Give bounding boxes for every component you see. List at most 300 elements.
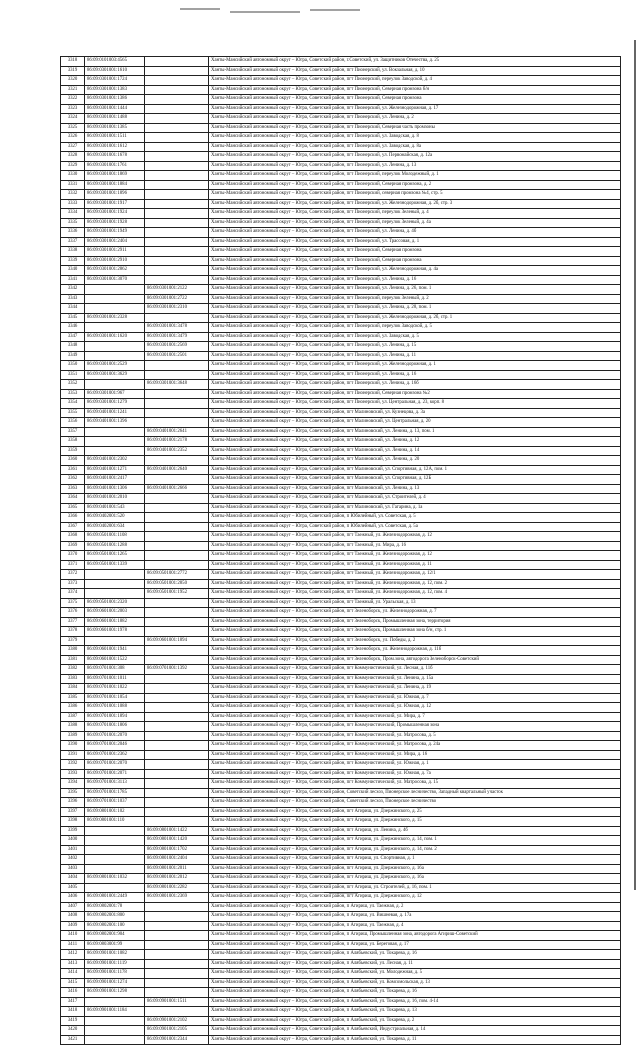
cadastral-number-cell: 86:09:0701001:1806	[85, 722, 145, 732]
parent-cadastral-number-cell: 86:09:0401001:2641	[145, 427, 209, 437]
row-number-cell: 3328	[61, 152, 85, 162]
parent-cadastral-number-cell	[145, 123, 209, 133]
address-cell: Ханты-Мансийский автономный округ – Югра, Советский район, пгт Зеленоборск, ул. Железнодорожная, д. 7	[209, 608, 621, 618]
cadastral-number-cell: 86:09:0802001:100	[85, 921, 145, 931]
table-row	[61, 570, 621, 580]
address-cell: Ханты-Мансийский автономный округ – Югра, Советский район, пгт Агириш, ул. Дзержинского, д. 15	[209, 817, 621, 827]
parent-cadastral-number-cell	[145, 617, 209, 627]
row-number-cell: 3361	[61, 465, 85, 475]
parent-cadastral-number-cell	[145, 114, 209, 124]
parent-cadastral-number-cell: 86:09:0401001:2352	[145, 446, 209, 456]
address-cell: Ханты-Мансийский автономный округ – Югра, Советский район, пгт Коммунистический, ул. Матросова, д. 24а	[209, 741, 621, 751]
cadastral-number-cell: 86:09:0402001:520	[85, 513, 145, 523]
table-row	[61, 608, 621, 618]
row-number-cell: 3358	[61, 437, 85, 447]
cadastral-number-cell: 86:09:0301001:1488	[85, 114, 145, 124]
address-cell: Ханты-Мансийский автономный округ – Югра, Советский район, пгт Малиновский, ул. Гагарина, д. 1а	[209, 503, 621, 513]
row-number-cell: 3330	[61, 171, 85, 181]
row-number-cell: 3345	[61, 313, 85, 323]
parent-cadastral-number-cell	[145, 475, 209, 485]
cadastral-number-cell: 86:09:0802001:800	[85, 912, 145, 922]
parent-cadastral-number-cell	[145, 741, 209, 751]
address-cell: Ханты-Мансийский автономный округ – Югра, Советский район, пгт Агириш, ул. Дзержинского, д. 16а	[209, 874, 621, 884]
parent-cadastral-number-cell: 86:09:0301001:2501	[145, 351, 209, 361]
parent-cadastral-number-cell	[145, 171, 209, 181]
table-row	[61, 769, 621, 779]
address-cell: Ханты-Мансийский автономный округ – Югра, Советский район, пгт Коммунистический, ул. Лесная, д. 11б	[209, 665, 621, 675]
cadastral-number-cell	[85, 1016, 145, 1026]
table-row	[61, 665, 621, 675]
cadastral-number-cell: 86:09:0501001:1339	[85, 560, 145, 570]
cadastral-number-cell: 86:09:0501001:1265	[85, 551, 145, 561]
table-row	[61, 636, 621, 646]
address-cell: Ханты-Мансийский автономный округ – Югра, Советский район, п Алябьевский, ул. Токарева, д. 16	[209, 950, 621, 960]
scan-edge-shadow	[634, 40, 636, 890]
cadastral-number-cell: 86:09:0701001:2362	[85, 750, 145, 760]
table-row	[61, 836, 621, 846]
table-row	[61, 484, 621, 494]
cadastral-number-cell: 86:09:0301001:1444	[85, 104, 145, 114]
cadastral-number-cell: 86:09:0801001:1032	[85, 874, 145, 884]
parent-cadastral-number-cell: 86:09:0501001:2850	[145, 579, 209, 589]
cadastral-number-cell: 86:09:0401001:1271	[85, 465, 145, 475]
row-number-cell: 3352	[61, 380, 85, 390]
parent-cadastral-number-cell	[145, 228, 209, 238]
table-row	[61, 399, 621, 409]
cadastral-number-cell	[85, 351, 145, 361]
row-number-cell: 3360	[61, 456, 85, 466]
table-row	[61, 171, 621, 181]
cadastral-number-cell: 86:09:0501001:2320	[85, 598, 145, 608]
cadastral-number-cell: 86:09:0301001:1386	[85, 95, 145, 105]
parent-cadastral-number-cell	[145, 551, 209, 561]
table-row	[61, 750, 621, 760]
cadastral-number-cell: 86:09:0301001:1928	[85, 218, 145, 228]
cadastral-number-cell: 86:09:0401001:2302	[85, 456, 145, 466]
row-number-cell: 3339	[61, 256, 85, 266]
cadastral-number-cell: 86:09:0301001:1884	[85, 180, 145, 190]
table-row	[61, 988, 621, 998]
row-number-cell: 3323	[61, 104, 85, 114]
cadastral-number-cell	[85, 836, 145, 846]
cadastral-number-cell: 86:09:0601001:2003	[85, 608, 145, 618]
address-cell: Ханты-Мансийский автономный округ – Югра, Советский район, пгт Коммунистический, Промышленная зона	[209, 722, 621, 732]
address-cell: Ханты-Мансийский автономный округ – Югра, Советский район, пгт Зеленоборск, Промышленная зона б/н, стр. 1	[209, 627, 621, 637]
table-row	[61, 228, 621, 238]
cadastral-number-cell	[85, 826, 145, 836]
row-number-cell: 3362	[61, 475, 85, 485]
cadastral-number-cell: 86:09:0601001:1941	[85, 646, 145, 656]
table-row	[61, 247, 621, 257]
cadastral-number-cell: 86:09:0901001:1119	[85, 959, 145, 969]
address-cell: Ханты-Мансийский автономный округ – Югра, Советский район, пгт Пионерский, ул. Ленина, д. 28, пом. 1	[209, 304, 621, 314]
cadastral-number-cell	[85, 589, 145, 599]
row-number-cell: 3399	[61, 826, 85, 836]
address-cell: Ханты-Мансийский автономный округ – Югра, Советский район, пгт Пионерский, ул. Ленина, д. 15	[209, 342, 621, 352]
parent-cadastral-number-cell	[145, 1007, 209, 1017]
parent-cadastral-number-cell: 86:09:0901001:2102	[145, 1016, 209, 1026]
scan-artifact-bottom	[300, 890, 360, 896]
address-cell: Ханты-Мансийский автономный округ – Югра, Советский район, пгт Коммунистический, ул. Ленина, д. 15а	[209, 674, 621, 684]
table-row	[61, 57, 621, 67]
parent-cadastral-number-cell: 86:09:0801001:1702	[145, 845, 209, 855]
parent-cadastral-number-cell	[145, 370, 209, 380]
cadastral-number-cell: 86:09:0801001:102	[85, 807, 145, 817]
row-number-cell: 3388	[61, 722, 85, 732]
table-row	[61, 418, 621, 428]
cadastral-number-cell: 86:09:0301001:1896	[85, 190, 145, 200]
row-number-cell: 3414	[61, 969, 85, 979]
address-cell: Ханты-Мансийский автономный округ – Югра, Советский район, п Алябьевский, ул. Токарева, д. 16	[209, 988, 621, 998]
parent-cadastral-number-cell: 86:09:0301001:2122	[145, 285, 209, 295]
cadastral-number-cell	[85, 636, 145, 646]
table-row	[61, 351, 621, 361]
row-number-cell: 3320	[61, 76, 85, 86]
parent-cadastral-number-cell	[145, 66, 209, 76]
address-cell: Ханты-Мансийский автономный округ – Югра, Советский район, пгт Пионерский, переулок Молодежный, д. 1	[209, 171, 621, 181]
row-number-cell: 3381	[61, 655, 85, 665]
table-row	[61, 1026, 621, 1036]
parent-cadastral-number-cell	[145, 237, 209, 247]
row-number-cell: 3393	[61, 769, 85, 779]
cadastral-number-cell: 86:09:0301001:1612	[85, 142, 145, 152]
row-number-cell: 3371	[61, 560, 85, 570]
cadastral-number-cell	[85, 446, 145, 456]
cadastral-number-cell: 86:09:0301001:1761	[85, 161, 145, 171]
cadastral-number-cell: 86:09:0701001:1054	[85, 693, 145, 703]
row-number-cell: 3410	[61, 931, 85, 941]
row-number-cell: 3368	[61, 532, 85, 542]
table-row	[61, 446, 621, 456]
address-cell: Ханты-Мансийский автономный округ – Югра, Советский район, пгт Таежный, ул. Железнодорожная, д. 11	[209, 560, 621, 570]
row-number-cell: 3395	[61, 788, 85, 798]
row-number-cell: 3337	[61, 237, 85, 247]
parent-cadastral-number-cell	[145, 722, 209, 732]
scan-artifact-top	[170, 6, 390, 16]
address-cell: Ханты-Мансийский автономный округ – Югра, Советский район, п Юбилейный, ул. Советская, д. 5а	[209, 522, 621, 532]
address-cell: Ханты-Мансийский автономный округ – Югра, Советский район, п Алябьевский, ул. Токарева, д. 2	[209, 1016, 621, 1026]
address-cell: Ханты-Мансийский автономный округ – Югра, Советский район, п Алябьевский, ул. Токарева, д. 13	[209, 1007, 621, 1017]
address-cell: Ханты-Мансийский автономный округ – Югра, Советский район, пгт Пионерский, ул. Ленина, д. 16	[209, 275, 621, 285]
address-cell: Ханты-Мансийский автономный округ – Югра, Советский район, п Алябьевский, ул. Токарева, д. 11	[209, 1035, 621, 1045]
table-row	[61, 332, 621, 342]
table-row	[61, 522, 621, 532]
address-cell: Ханты-Мансийский автономный округ – Югра, Советский район, п Алябьевский, Индустриальная, д. 14	[209, 1026, 621, 1036]
row-number-cell: 3365	[61, 503, 85, 513]
address-cell: Ханты-Мансийский автономный округ – Югра, Советский район, пгт Агириш, ул. Ленина, д. 4б	[209, 826, 621, 836]
table-row	[61, 1016, 621, 1026]
cadastral-number-cell: 86:09:0701001:1785	[85, 788, 145, 798]
cadastral-number-cell	[85, 427, 145, 437]
table-row	[61, 237, 621, 247]
address-cell: Ханты-Мансийский автономный округ – Югра, Советский район, пгт Малиновский, ул. Спортивная, д. 12А, пом. 1	[209, 465, 621, 475]
cadastral-number-cell: 86:09:0301001:3629	[85, 370, 145, 380]
row-number-cell: 3350	[61, 361, 85, 371]
address-cell: Ханты-Мансийский автономный округ – Югра, Советский район, пгт Коммунистический, ул. Южная, д. 7	[209, 693, 621, 703]
cadastral-number-cell: 86:09:0301001:2910	[85, 256, 145, 266]
table-row	[61, 465, 621, 475]
table-row	[61, 133, 621, 143]
parent-cadastral-number-cell	[145, 389, 209, 399]
parent-cadastral-number-cell	[145, 95, 209, 105]
cadastral-number-cell: 86:09:0901001:1082	[85, 950, 145, 960]
parent-cadastral-number-cell	[145, 503, 209, 513]
address-cell: Ханты-Мансийский автономный округ – Югра, Советский район, пгт Коммунистический, ул. Матросова, д. 15	[209, 779, 621, 789]
address-cell: Ханты-Мансийский автономный округ – Югра, Советский район, пгт Пионерский, ул. Заводская, д. 8а	[209, 142, 621, 152]
address-cell: Ханты-Мансийский автономный округ – Югра, Советский район, пгт Малиновский, ул. Ленина, д. 13	[209, 484, 621, 494]
cadastral-number-cell: 86:09:0401001:543	[85, 503, 145, 513]
cadastral-number-cell: 86:09:0901001:1298	[85, 988, 145, 998]
address-cell: Ханты-Мансийский автономный округ – Югра, Советский район, пгт Пионерский, ул. Ленина, д. 16	[209, 370, 621, 380]
table-row	[61, 798, 621, 808]
table-row	[61, 655, 621, 665]
row-number-cell: 3405	[61, 883, 85, 893]
row-number-cell: 3363	[61, 484, 85, 494]
address-cell: Ханты-Мансийский автономный округ – Югра, Советский район, пгт Малиновский, ул. Центральная, д. 20	[209, 418, 621, 428]
parent-cadastral-number-cell	[145, 712, 209, 722]
table-row	[61, 494, 621, 504]
row-number-cell: 3318	[61, 57, 85, 67]
cadastral-number-cell: 86:09:0301001:1279	[85, 399, 145, 409]
row-number-cell: 3380	[61, 646, 85, 656]
address-cell: Ханты-Мансийский автономный округ – Югра, Советский район, пгт Таежный, ул. Железнодорожная, д. 12/1	[209, 570, 621, 580]
parent-cadastral-number-cell	[145, 218, 209, 228]
parent-cadastral-number-cell	[145, 760, 209, 770]
parent-cadastral-number-cell: 86:09:0801001:1420	[145, 836, 209, 846]
parent-cadastral-number-cell: 86:09:0601001:1894	[145, 636, 209, 646]
row-number-cell: 3322	[61, 95, 85, 105]
address-cell: Ханты-Мансийский автономный округ – Югра, Советский район, пгт Агириш, ул. Дзержинского, д. 25	[209, 807, 621, 817]
row-number-cell: 3349	[61, 351, 85, 361]
row-number-cell: 3419	[61, 1016, 85, 1026]
cadastral-number-cell: 86:09:0801001:2449	[85, 893, 145, 903]
address-cell: Ханты-Мансийский автономный округ – Югра, Советский район, пгт Малиновский, ул. Строителей, д. 4	[209, 494, 621, 504]
address-cell: Ханты-Мансийский автономный округ – Югра, Советский район, Советский лесхоз, Пионерское лесничество	[209, 798, 621, 808]
parent-cadastral-number-cell	[145, 769, 209, 779]
row-number-cell: 3413	[61, 959, 85, 969]
table-row	[61, 408, 621, 418]
row-number-cell: 3346	[61, 323, 85, 333]
parent-cadastral-number-cell: 86:09:0801001:2282	[145, 883, 209, 893]
table-row	[61, 437, 621, 447]
address-cell: Ханты-Мансийский автономный округ – Югра, Советский район, п Алябьевский, ул. Молодежная, д. 5	[209, 969, 621, 979]
address-cell: Ханты-Мансийский автономный округ – Югра, Советский район, пгт Пионерский, ул. Первомайская, д. 12а	[209, 152, 621, 162]
row-number-cell: 3319	[61, 66, 85, 76]
table-row	[61, 370, 621, 380]
cadastral-number-cell: 86:09:0301001:3070	[85, 275, 145, 285]
address-cell: Ханты-Мансийский автономный округ – Югра, Советский район, п Агириш, ул. Таежная, д. 4	[209, 921, 621, 931]
address-cell: Ханты-Мансийский автономный округ – Югра, Советский район, пгт Пионерский, ул. Ленина, д. 4б	[209, 228, 621, 238]
cadastral-number-cell: 86:09:0601001:1978	[85, 627, 145, 637]
table-row	[61, 788, 621, 798]
table-row	[61, 323, 621, 333]
cadastral-number-cell: 86:09:0401001:2417	[85, 475, 145, 485]
cadastral-number-cell: 86:09:0402001:634	[85, 522, 145, 532]
parent-cadastral-number-cell	[145, 532, 209, 542]
cadastral-number-cell: 86:09:0301001:1949	[85, 228, 145, 238]
address-cell: Ханты-Мансийский автономный округ – Югра, Советский район, пгт Агириш, ул. Дзержинского, д. 16а	[209, 864, 621, 874]
row-number-cell: 3418	[61, 1007, 85, 1017]
parent-cadastral-number-cell	[145, 142, 209, 152]
parent-cadastral-number-cell	[145, 180, 209, 190]
address-cell: Ханты-Мансийский автономный округ – Югра, Советский район, пгт Коммунистический, ул. Мира, д. 16	[209, 750, 621, 760]
address-cell: Ханты-Мансийский автономный округ – Югра, Советский район, пгт Пионерский, Северная промзона б/н	[209, 85, 621, 95]
row-number-cell: 3336	[61, 228, 85, 238]
address-cell: Ханты-Мансийский автономный округ – Югра, Советский район, п Юбилейный, ул. Советская, д. 5	[209, 513, 621, 523]
address-cell: Ханты-Мансийский автономный округ – Югра, Советский район, пгт Пионерский, Северная промзона	[209, 247, 621, 257]
row-number-cell: 3387	[61, 712, 85, 722]
address-cell: Ханты-Мансийский автономный округ – Югра, Советский район, пгт Агириш, ул. Дзержинского, д. 14, пом. 1	[209, 836, 621, 846]
parent-cadastral-number-cell	[145, 940, 209, 950]
parent-cadastral-number-cell: 86:09:0301001:3648	[145, 380, 209, 390]
parent-cadastral-number-cell	[145, 266, 209, 276]
cadastral-number-cell	[85, 864, 145, 874]
row-number-cell: 3407	[61, 902, 85, 912]
row-number-cell: 3391	[61, 750, 85, 760]
parent-cadastral-number-cell: 86:09:0701001:1392	[145, 665, 209, 675]
row-number-cell: 3359	[61, 446, 85, 456]
parent-cadastral-number-cell: 86:09:0801001:1422	[145, 826, 209, 836]
row-number-cell: 3332	[61, 190, 85, 200]
row-number-cell: 3379	[61, 636, 85, 646]
parent-cadastral-number-cell	[145, 85, 209, 95]
address-cell: Ханты-Мансийский автономный округ – Югра, Советский район, Советский лесхоз, Пионерское лесничество, Западный квартальный участок	[209, 788, 621, 798]
table-row	[61, 674, 621, 684]
address-cell: Ханты-Мансийский автономный округ – Югра, Советский район, пгт Пионерский, ул. Ленина, д. 16б	[209, 380, 621, 390]
parent-cadastral-number-cell	[145, 247, 209, 257]
parent-cadastral-number-cell	[145, 418, 209, 428]
address-cell: Ханты-Мансийский автономный округ – Югра, Советский район, пгт Пионерский, ул. Центральная, д. 23, корп. 8	[209, 399, 621, 409]
address-cell: Ханты-Мансийский автономный округ – Югра, Советский район, пгт Малиновский, ул. Ленина, д. 13, пом. 1	[209, 427, 621, 437]
cadastral-number-cell	[85, 570, 145, 580]
row-number-cell: 3364	[61, 494, 85, 504]
parent-cadastral-number-cell	[145, 513, 209, 523]
table-row	[61, 142, 621, 152]
table-row	[61, 684, 621, 694]
table-row	[61, 541, 621, 551]
cadastral-number-cell	[85, 997, 145, 1007]
cadastral-number-cell	[85, 342, 145, 352]
row-number-cell: 3351	[61, 370, 85, 380]
address-cell: Ханты-Мансийский автономный округ – Югра, Советский район, пгт Пионерский, переулок Заводской, д. 4	[209, 76, 621, 86]
parent-cadastral-number-cell	[145, 950, 209, 960]
parent-cadastral-number-cell	[145, 199, 209, 209]
address-cell: Ханты-Мансийский автономный округ – Югра, Советский район, пгт Пионерский, переулок Заводской, д. 5	[209, 323, 621, 333]
cadastral-number-cell: 86:09:0601001:1882	[85, 617, 145, 627]
cadastral-number-cell: 86:09:0803001:99	[85, 940, 145, 950]
parent-cadastral-number-cell	[145, 361, 209, 371]
cadastral-number-cell: 86:09:0401001:1306	[85, 484, 145, 494]
row-number-cell: 3392	[61, 760, 85, 770]
cadastral-number-cell: 86:09:0701001:2070	[85, 760, 145, 770]
row-number-cell: 3331	[61, 180, 85, 190]
table-row	[61, 703, 621, 713]
address-cell: Ханты-Мансийский автономный округ – Югра, Советский район, пгт Агириш, ул. Дзержинского, д. 14, пом. 2	[209, 845, 621, 855]
parent-cadastral-number-cell	[145, 684, 209, 694]
parent-cadastral-number-cell	[145, 494, 209, 504]
parent-cadastral-number-cell: 86:09:0801001:2404	[145, 855, 209, 865]
row-number-cell: 3415	[61, 978, 85, 988]
row-number-cell: 3374	[61, 589, 85, 599]
table-row	[61, 1007, 621, 1017]
cadastral-number-cell: 86:09:0701001:3113	[85, 779, 145, 789]
address-cell: Ханты-Мансийский автономный округ – Югра, Советский район, пгт Таежный, ул. Уральская, д. 13	[209, 598, 621, 608]
address-cell: Ханты-Мансийский автономный округ – Югра, Советский район, п Агириш, Промышленная зона, автодорога Агириш-Советский	[209, 931, 621, 941]
table-row	[61, 123, 621, 133]
parent-cadastral-number-cell	[145, 959, 209, 969]
cadastral-number-cell: 86:09:0301001:2862	[85, 266, 145, 276]
address-cell: Ханты-Мансийский автономный округ – Югра, Советский район, п Алябьевский, ул. Комсомольская, д. 13	[209, 978, 621, 988]
row-number-cell: 3344	[61, 304, 85, 314]
row-number-cell: 3343	[61, 294, 85, 304]
cadastral-number-cell: 86:09:0701001:2046	[85, 741, 145, 751]
register-table	[60, 56, 621, 1045]
address-cell: Ханты-Мансийский автономный округ – Югра, Советский район, пгт Пионерский, переулок Зеленый, д. 4	[209, 209, 621, 219]
address-cell: Ханты-Мансийский автономный округ – Югра, Советский район, пгт Коммунистический, ул. Южная, д. 12	[209, 703, 621, 713]
cadastral-number-cell: 86:09:0701001:1088	[85, 703, 145, 713]
address-cell: Ханты-Мансийский автономный округ – Югра, Советский район, пгт Пионерский, переулок Зеленый, д. 2	[209, 294, 621, 304]
table-row	[61, 427, 621, 437]
parent-cadastral-number-cell	[145, 674, 209, 684]
parent-cadastral-number-cell	[145, 655, 209, 665]
table-row	[61, 950, 621, 960]
parent-cadastral-number-cell	[145, 969, 209, 979]
table-row	[61, 560, 621, 570]
address-cell: Ханты-Мансийский автономный округ – Югра, Советский район, пгт Коммунистический, ул. Мира, д. 7	[209, 712, 621, 722]
address-cell: Ханты-Мансийский автономный округ – Югра, Советский район, пгт Пионерский, Северная промзона	[209, 256, 621, 266]
table-row	[61, 275, 621, 285]
parent-cadastral-number-cell	[145, 750, 209, 760]
parent-cadastral-number-cell	[145, 408, 209, 418]
address-cell: Ханты-Мансийский автономный округ – Югра, Советский район, п Агириш, ул. Вишневая, д. 17а	[209, 912, 621, 922]
cadastral-number-cell	[85, 579, 145, 589]
table-row	[61, 218, 621, 228]
address-cell: Ханты-Мансийский автономный округ – Югра, Советский район, пгт Коммунистический, ул. Матросова, д. 5	[209, 731, 621, 741]
table-row	[61, 209, 621, 219]
parent-cadastral-number-cell	[145, 608, 209, 618]
row-number-cell: 3421	[61, 1035, 85, 1045]
parent-cadastral-number-cell	[145, 190, 209, 200]
address-cell: Ханты-Мансийский автономный округ – Югра, Советский район, пгт Пионерский, ул. Трассовая, д. 1	[209, 237, 621, 247]
row-number-cell: 3375	[61, 598, 85, 608]
address-cell: Ханты-Мансийский автономный округ – Югра, Советский район, пгт Таежный, ул. Железнодорожная, д. 12, пом. 2	[209, 579, 621, 589]
cadastral-number-cell: 86:09:0701001:1022	[85, 684, 145, 694]
table-row	[61, 978, 621, 988]
address-cell: Ханты-Мансийский автономный округ – Югра, Советский район, пгт Зеленоборск, Промышленная зона, территория	[209, 617, 621, 627]
address-cell: Ханты-Мансийский автономный округ – Югра, Советский район, пгт Малиновский, ул. Ленина, д. 14	[209, 446, 621, 456]
table-row	[61, 190, 621, 200]
table-row	[61, 598, 621, 608]
address-cell: Ханты-Мансийский автономный округ – Югра, Советский район, пгт Пионерский, ул. Заводская, д. 8	[209, 133, 621, 143]
parent-cadastral-number-cell	[145, 931, 209, 941]
address-cell: Ханты-Мансийский автономный округ – Югра, Советский район, пгт Малиновский, ул. Кузнецова, д. 3а	[209, 408, 621, 418]
parent-cadastral-number-cell: 86:09:0301001:2310	[145, 304, 209, 314]
cadastral-number-cell: 86:09:0501001:1108	[85, 532, 145, 542]
parent-cadastral-number-cell	[145, 560, 209, 570]
parent-cadastral-number-cell: 86:09:0401001:2666	[145, 484, 209, 494]
row-number-cell: 3353	[61, 389, 85, 399]
row-number-cell: 3341	[61, 275, 85, 285]
address-cell: Ханты-Мансийский автономный округ – Югра, Советский район, пгт Пионерский, переулок Зеленый, д. 4а	[209, 218, 621, 228]
parent-cadastral-number-cell	[145, 161, 209, 171]
row-number-cell: 3373	[61, 579, 85, 589]
parent-cadastral-number-cell	[145, 104, 209, 114]
address-cell: Ханты-Мансийский автономный округ – Югра, Советский район, п Агириш, ул. Таежная, д. 2	[209, 902, 621, 912]
table-row	[61, 551, 621, 561]
cadastral-number-cell: 86:09:0701001:1894	[85, 712, 145, 722]
row-number-cell: 3370	[61, 551, 85, 561]
row-number-cell: 3412	[61, 950, 85, 960]
